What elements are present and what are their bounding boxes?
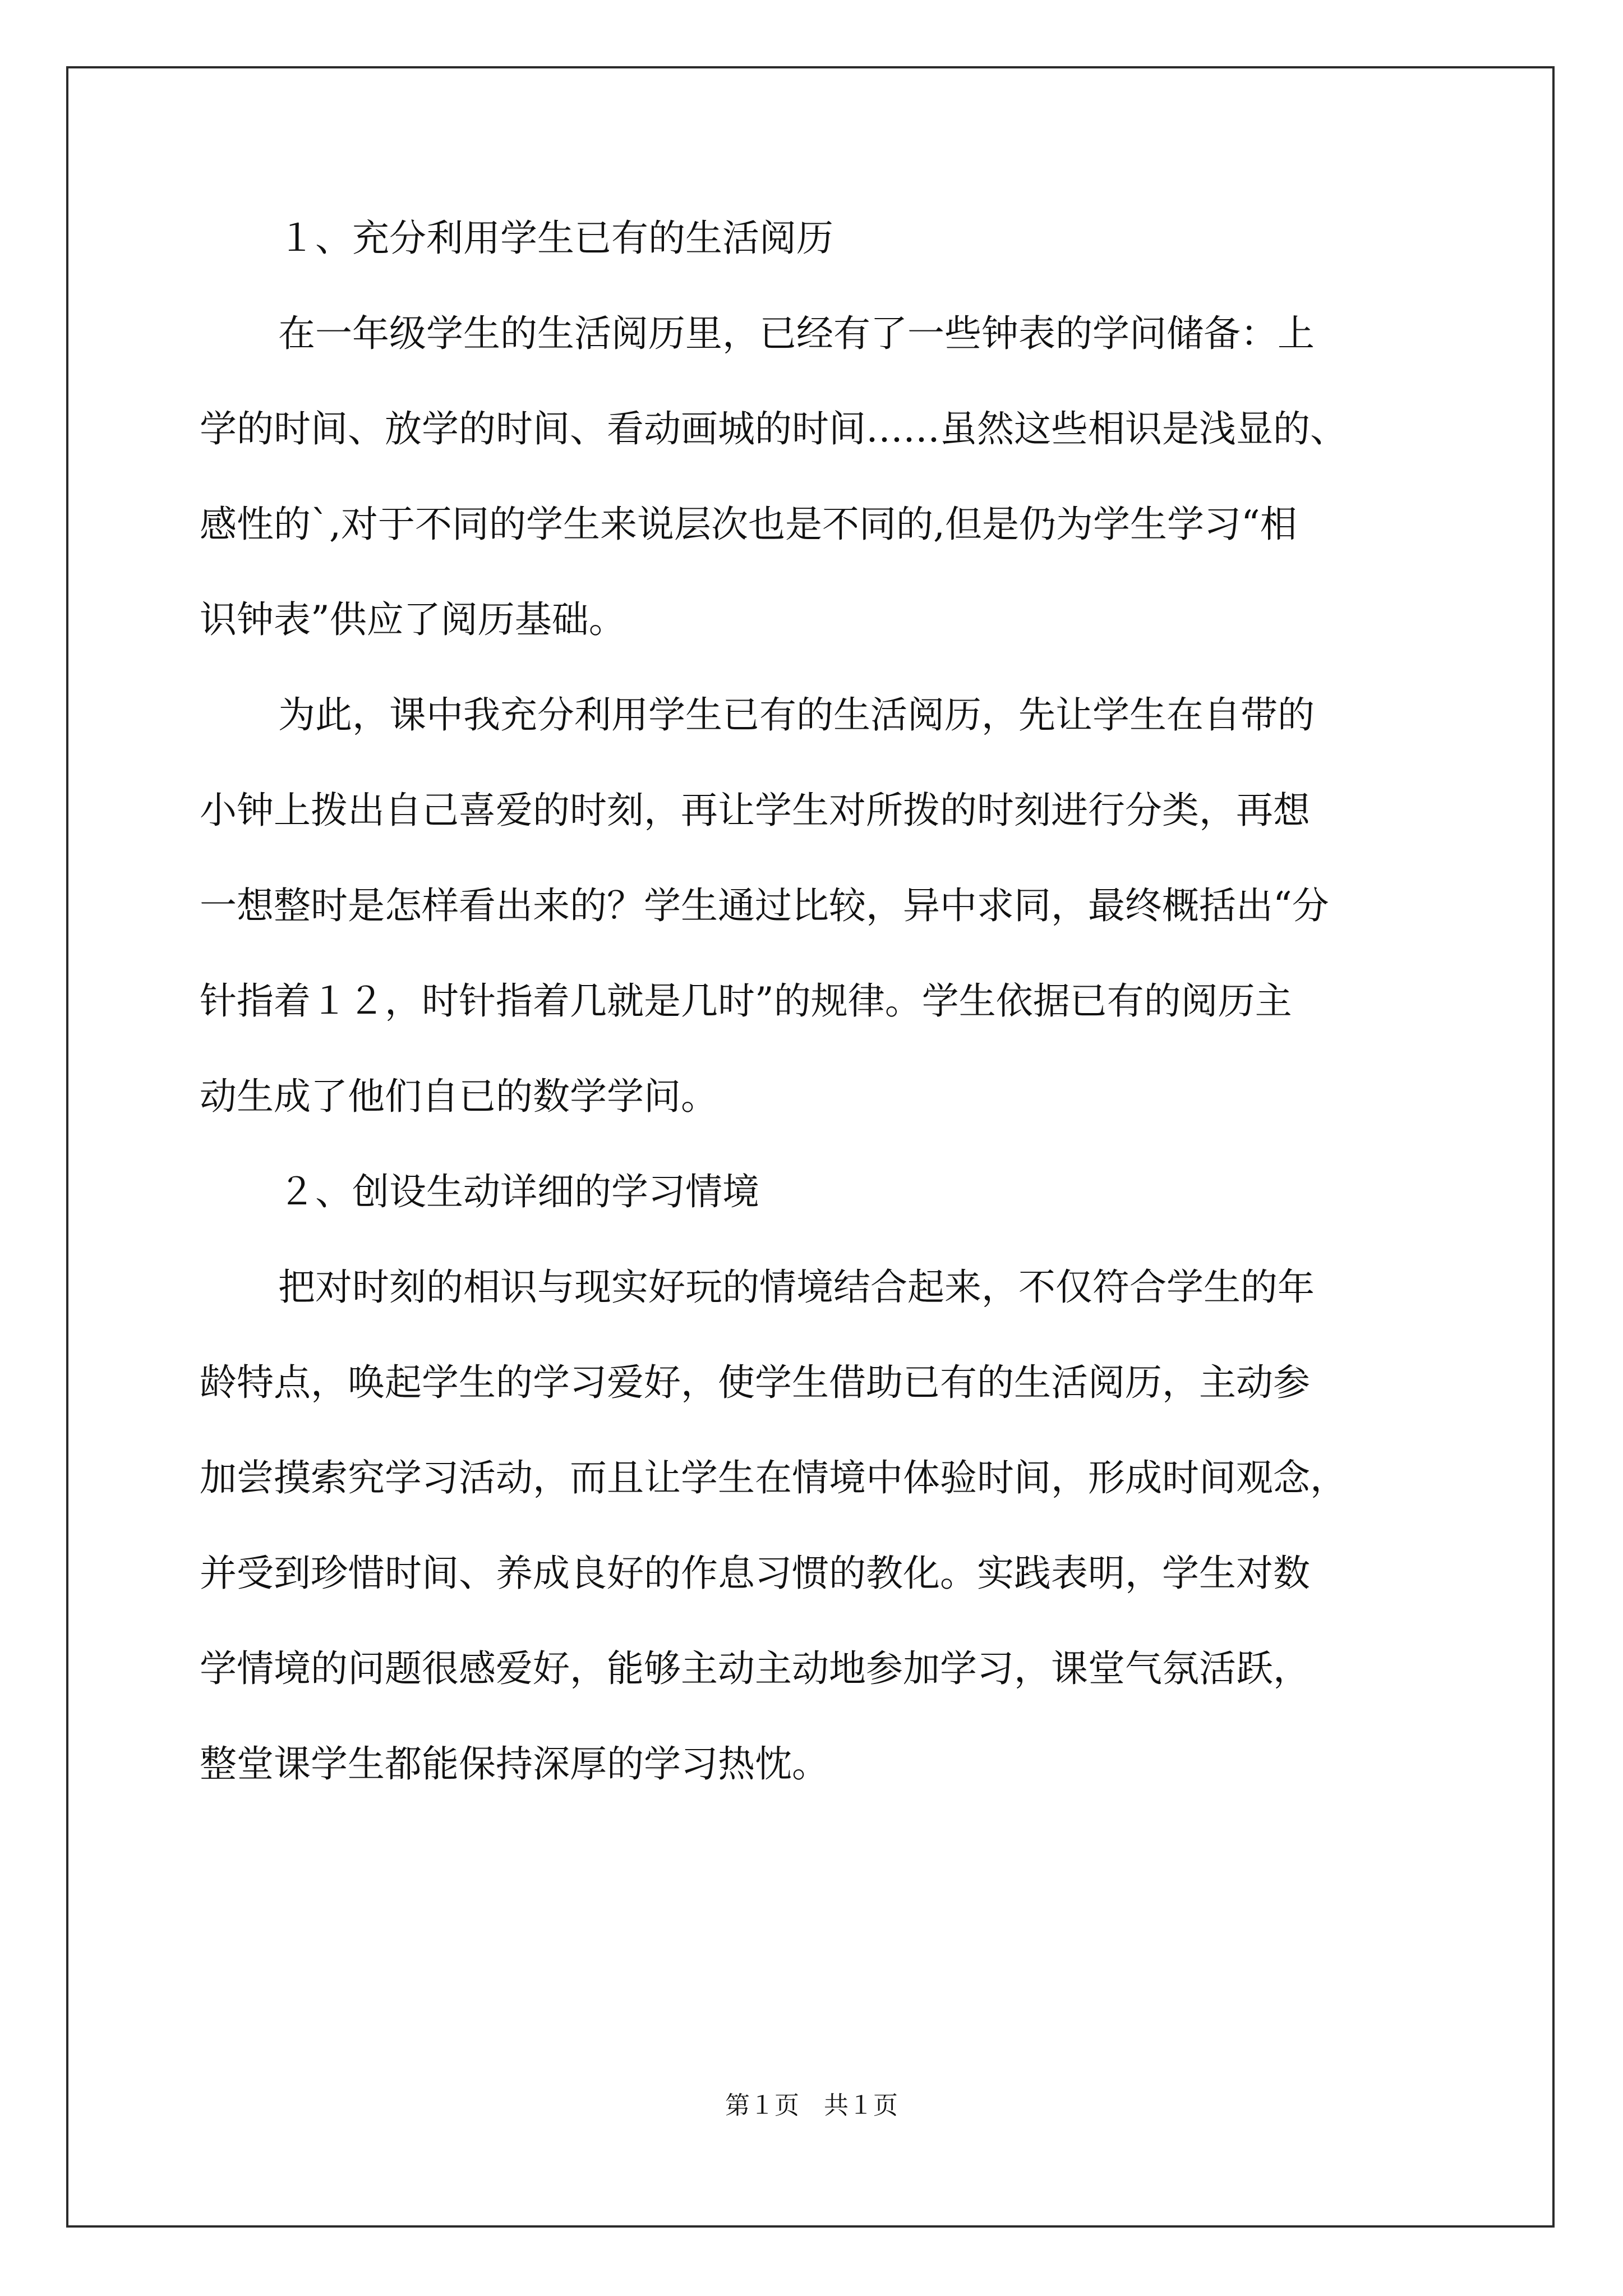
paragraph-line: 学的时间、放学的时间、看动画城的时间……虽然这些相识是浅显的、 [200,407,1347,450]
page-number-label: 第１页 共１页 [725,2092,898,2119]
page-footer [0,2089,1623,2123]
paragraph-line: 识钟表”供应了阅历基础。 [200,598,626,641]
heading-1: １、充分利用学生已有的生活阅历 [278,217,833,260]
paragraph-line: 在一年级学生的生活阅历里，已经有了一些钟表的学问储备：上 [278,312,1315,355]
paragraph-line: 感性的`,对于不同的学生来说层次也是不同的,但是仍为学生学习“相 [200,503,1297,546]
paragraph-line: 一想整时是怎样看出来的？学生通过比较，异中求同，最终概括出“分 [200,884,1329,927]
paragraph-line: 整堂课学生都能保持深厚的学习热忱。 [200,1742,829,1786]
page-border [66,66,1555,2228]
paragraph-line: 并受到珍惜时间、养成良好的作息习惯的教化。实践表明，学生对数 [200,1552,1310,1595]
paragraph-line: 动生成了他们自已的数学学问。 [200,1075,718,1118]
heading-2: ２、创设生动详细的学习情境 [278,1170,759,1213]
paragraph-line: 为此，课中我充分利用学生已有的生活阅历，先让学生在自带的 [278,693,1315,737]
paragraph-line: 针指着１２，时针指着几就是几时”的规律。学生依据已有的阅历主 [200,979,1292,1023]
paragraph-line: 加尝摸索究学习活动，而且让学生在情境中体验时间，形成时间观念， [200,1456,1347,1499]
paragraph-line: 小钟上拨出自己喜爱的时刻，再让学生对所拨的时刻进行分类，再想 [200,789,1310,832]
paragraph-line: 把对时刻的相识与现实好玩的情境结合起来，不仅符合学生的年 [278,1266,1315,1309]
paragraph-line: 学情境的问题很感爱好，能够主动主动地参加学习，课堂气氛活跃， [200,1647,1310,1690]
paragraph-line: 龄特点，唤起学生的学习爱好，使学生借助已有的生活阅历，主动参 [200,1361,1310,1404]
